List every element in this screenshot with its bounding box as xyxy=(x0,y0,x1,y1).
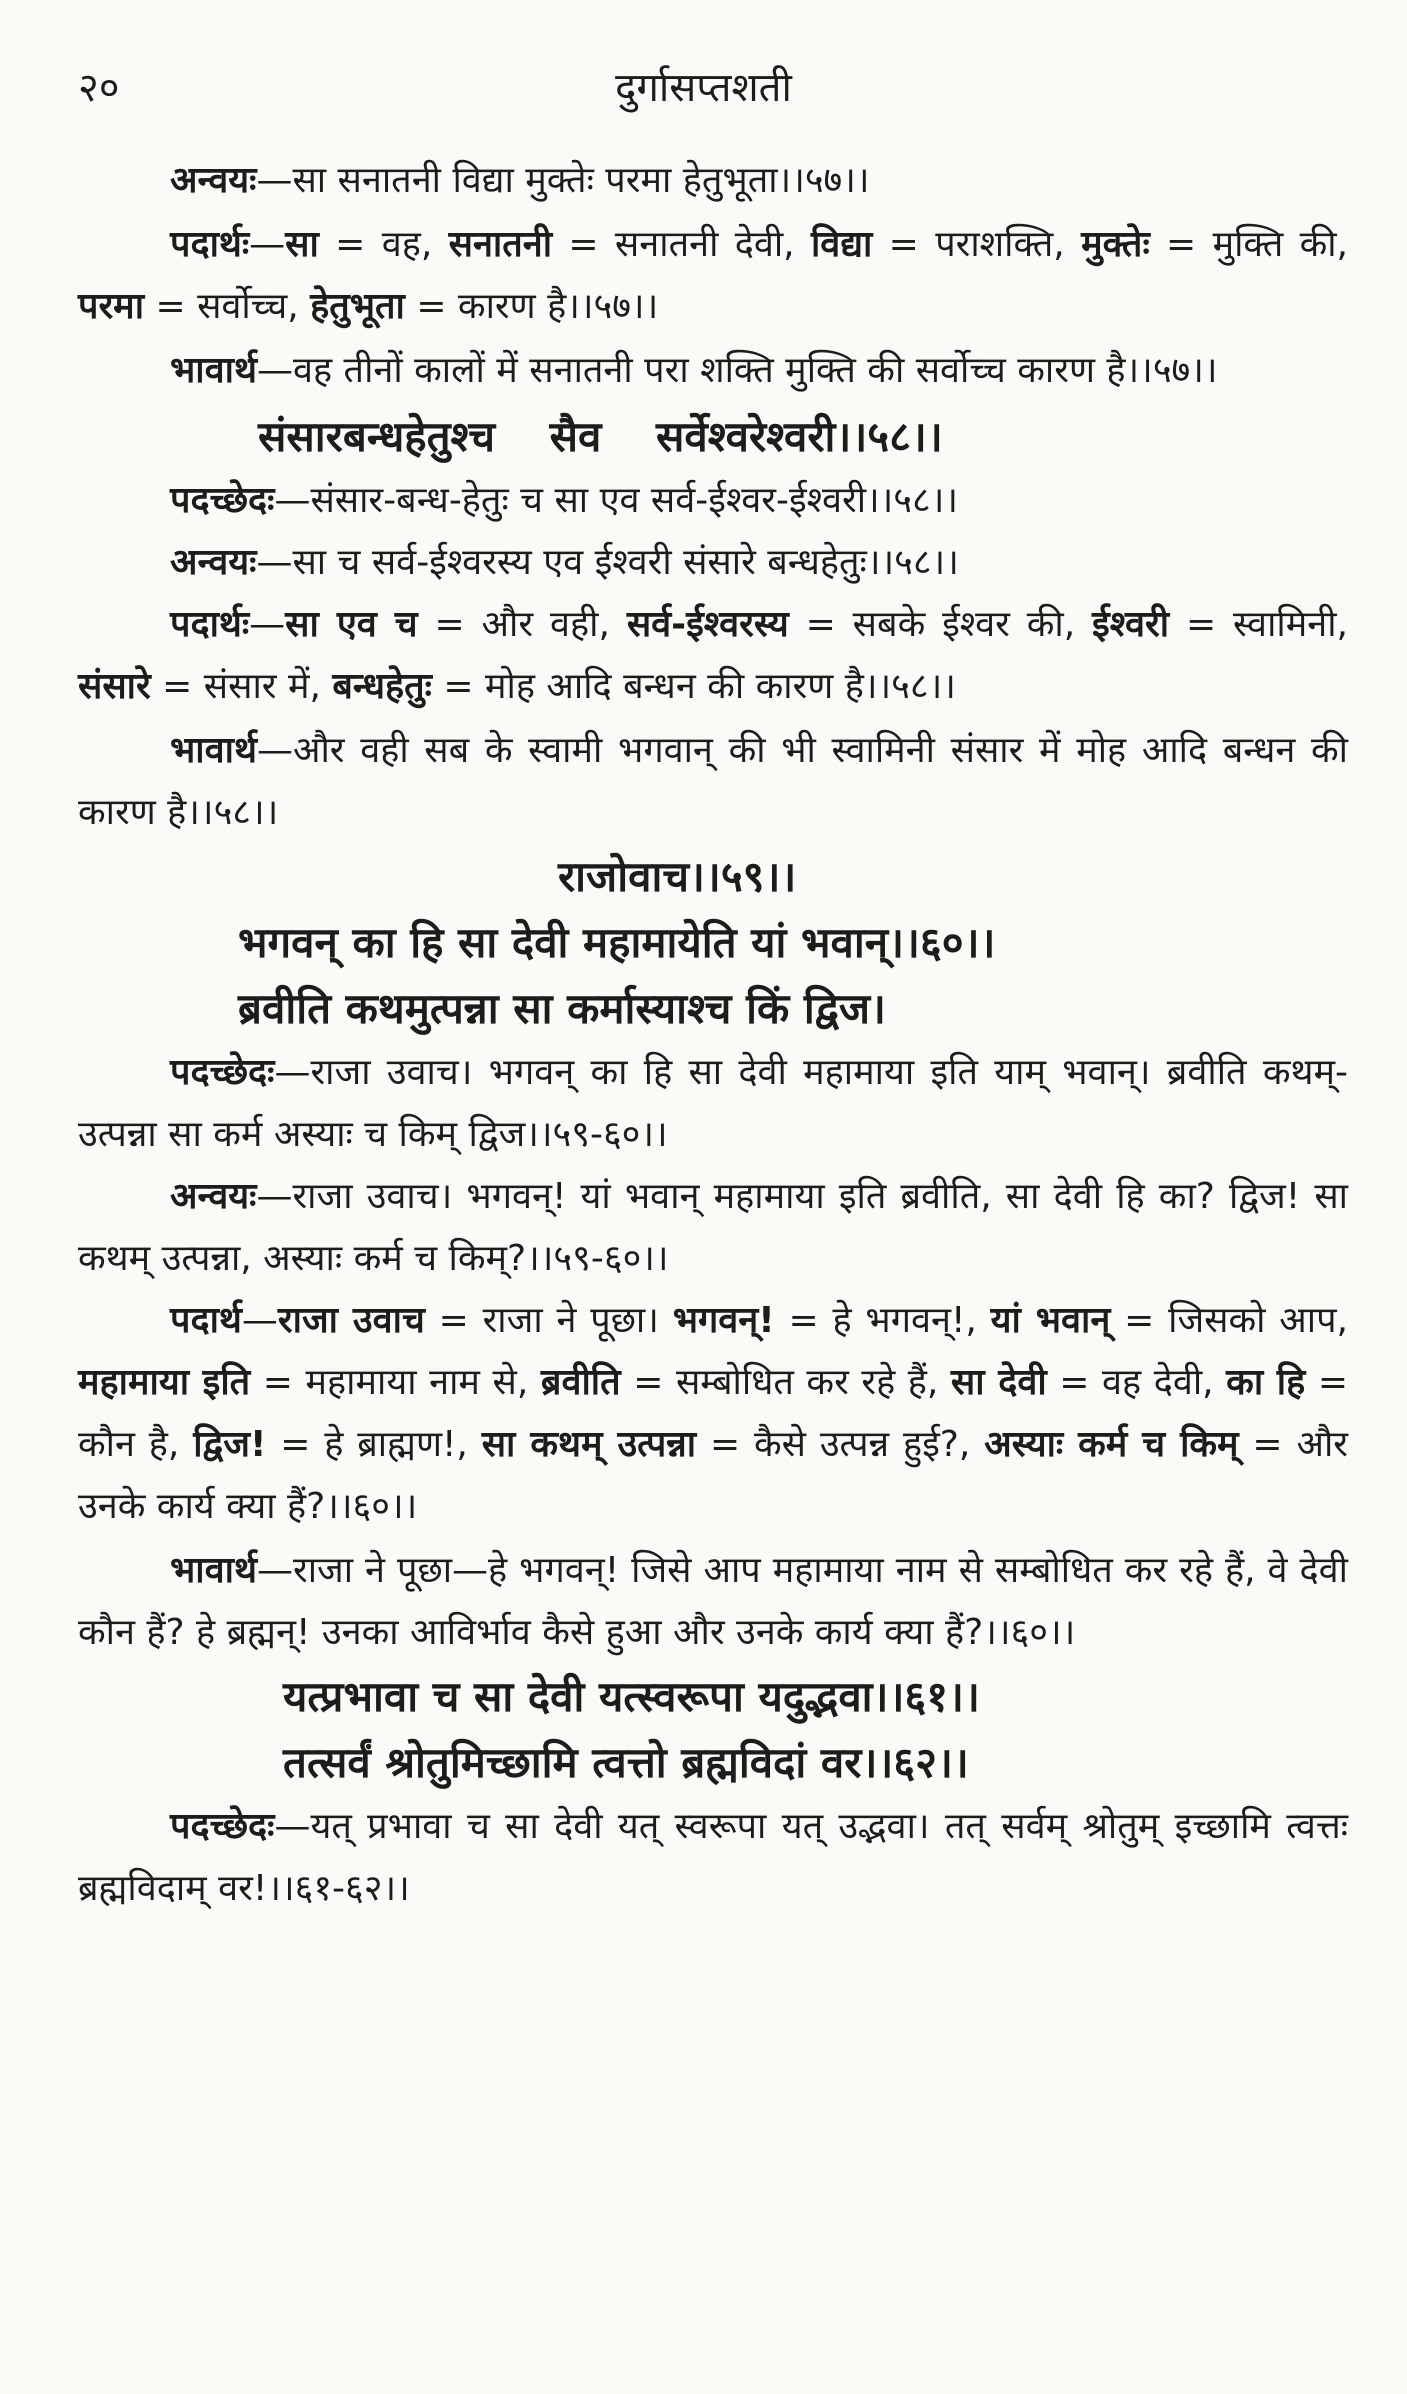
paragraph-text: —राजा उवाच। भगवन् का हि सा देवी महामाया इति याम् भवान्। ब्रवीति कथम्-उत्पन्ना सा कर्म अस्याः च किम् द्विज।।५९-६०।। xyxy=(78,1052,1348,1155)
padarth-60 xyxy=(78,1290,1348,1538)
gloss-text: — xyxy=(249,224,286,265)
gloss-text: — xyxy=(249,604,286,645)
gloss-text: = कैसे उत्पन्न हुई?, xyxy=(696,1424,985,1465)
page-content xyxy=(78,150,1348,1920)
verse-62: तत्सर्वं श्रोतुमिच्छामि त्वत्तो ब्रह्मविदां वर।।६२।। xyxy=(283,1738,969,1787)
gloss-text: = सम्बोधित कर रहे हैं, xyxy=(620,1362,951,1403)
gloss-text: = महामाया नाम से, xyxy=(250,1362,541,1403)
paragraph-text: —राजा उवाच। भगवन्! यां भवान् महामाया इति ब्रवीति, सा देवी हि का? द्विज! सा कथम् उत्पन्ना, अस्याः कर्म च किम्?।।५९-६०।। xyxy=(78,1176,1348,1279)
term: संसारे xyxy=(78,666,151,707)
term: ब्रवीति xyxy=(540,1362,621,1403)
paragraph-text: —सा च सर्व-ईश्वरस्य एव ईश्वरी संसारे बन्धहेतुः।।५८।। xyxy=(256,542,959,583)
term: यां भवान् xyxy=(990,1300,1111,1341)
term: हेतुभूता xyxy=(310,286,405,327)
gloss-text: = हे ब्राह्मण!, xyxy=(266,1424,482,1465)
section-label: पदार्थः xyxy=(170,604,250,645)
gloss-text: = सबके ईश्वर की, xyxy=(788,604,1093,645)
gloss-text: = मुक्ति की, xyxy=(1149,224,1348,265)
gloss-text: = सनातनी देवी, xyxy=(552,224,811,265)
gloss-text: = वह देवी, xyxy=(1046,1362,1227,1403)
term: ईश्वरी xyxy=(1092,604,1170,645)
section-label: पदार्थ xyxy=(170,1300,242,1341)
gloss-text: = संसार में, xyxy=(150,666,333,707)
verse-60-line-1: भगवन् का हि सा देवी महामायेति यां भवान्।।६०।। xyxy=(238,918,996,967)
section-label: भावार्थ xyxy=(170,350,257,391)
gloss-text: = पराशक्ति, xyxy=(872,224,1082,265)
term: सा देवी xyxy=(950,1362,1047,1403)
term: का हि xyxy=(1226,1362,1306,1403)
paragraph-text: —सा सनातनी विद्या मुक्तेः परमा हेतुभूता।।५७।। xyxy=(256,160,870,201)
term: भगवन्! xyxy=(672,1300,775,1341)
anvaya-57 xyxy=(78,150,1348,212)
gloss-text: = सर्वोच्च, xyxy=(144,286,311,327)
paragraph-text: —संसार-बन्ध-हेतुः च सा एव सर्व-ईश्वर-ईश्वरी।।५८।। xyxy=(274,480,959,521)
term: परमा xyxy=(78,286,145,327)
section-label: पदच्छेदः xyxy=(170,1806,275,1847)
gloss-text: = जिसको आप, xyxy=(1110,1300,1348,1341)
padchhed-59-60 xyxy=(78,1042,1348,1166)
paragraph-text: —यत् प्रभावा च सा देवी यत् स्वरूपा यत् उद्भवा। तत् सर्वम् श्रोतुम् इच्छामि त्वत्तः ब्रह्मविदाम् वर!।।६१-६२।। xyxy=(78,1806,1348,1909)
term: सनातनी xyxy=(448,224,553,265)
bhavarth-57 xyxy=(78,340,1348,402)
section-label: पदच्छेदः xyxy=(170,1052,275,1093)
term: सर्व-ईश्वरस्य xyxy=(626,604,789,645)
section-label: अन्वयः xyxy=(170,542,257,583)
padarth-57 xyxy=(78,214,1348,338)
term: राजा उवाच xyxy=(277,1300,425,1341)
term: सा एव च xyxy=(285,604,418,645)
page-header xyxy=(0,58,1407,118)
section-label: पदच्छेदः xyxy=(170,480,275,521)
padarth-58 xyxy=(78,594,1348,718)
term: मुक्तेः xyxy=(1081,224,1150,265)
gloss-text: = और वही, xyxy=(417,604,627,645)
term: विद्या xyxy=(810,224,873,265)
term: अस्याः कर्म च किम् xyxy=(984,1424,1239,1465)
gloss-text: = स्वामिनी, xyxy=(1169,604,1348,645)
verse-59: राजोवाच।।५९।। xyxy=(558,852,797,901)
gloss-text: = कारण है।।५७।। xyxy=(404,286,659,327)
section-label: भावार्थ xyxy=(170,1550,257,1591)
verse-58: संसारबन्धहेतुश्च सैव सर्वेश्वरेश्वरी।।५८।। xyxy=(258,412,943,461)
paragraph-text: —राजा ने पूछा—हे भगवन्! जिसे आप महामाया नाम से सम्बोधित कर रहे हैं, वे देवी कौन हैं? हे ब्रह्मन्! उनका आविर्भाव कैसे हुआ और उनके कार्य क्या हैं?।।६०।। xyxy=(78,1550,1348,1653)
anvaya-58 xyxy=(78,532,1348,594)
section-label: अन्वयः xyxy=(170,160,257,201)
gloss-text: = हे भगवन्!, xyxy=(774,1300,991,1341)
term: महामाया इति xyxy=(78,1362,251,1403)
gloss-text: = और उनके कार्य क्या हैं?।।६०।। xyxy=(78,1424,1349,1527)
section-label: भावार्थ xyxy=(170,730,257,771)
term: द्विज! xyxy=(193,1424,267,1465)
term: सा कथम् उत्पन्ना xyxy=(481,1424,697,1465)
term: सा xyxy=(285,224,319,265)
verse-61: यत्प्रभावा च सा देवी यत्स्वरूपा यदुद्भवा।।६१।। xyxy=(283,1672,980,1721)
gloss-text: = कौन है, xyxy=(78,1362,1348,1465)
gloss-text: — xyxy=(241,1300,278,1341)
paragraph-text: —वह तीनों कालों में सनातनी परा शक्ति मुक्ति की सर्वोच्च कारण है।।५७।। xyxy=(256,350,1218,391)
running-title: दुर्गासप्तशती xyxy=(615,65,792,111)
gloss-text: = राजा ने पूछा। xyxy=(424,1300,673,1341)
term: बन्धहेतुः xyxy=(332,666,432,707)
padchhed-58 xyxy=(78,470,1348,532)
verse-60-line-2: ब्रवीति कथमुत्पन्ना सा कर्मास्याश्च किं द्विज। xyxy=(238,984,886,1033)
anvaya-59-60 xyxy=(78,1166,1348,1290)
bhavarth-60 xyxy=(78,1540,1348,1664)
section-label: अन्वयः xyxy=(170,1176,257,1217)
page-number: २० xyxy=(78,65,120,111)
bhavarth-58 xyxy=(78,720,1348,844)
gloss-text: = वह, xyxy=(318,224,449,265)
gloss-text: = मोह आदि बन्धन की कारण है।।५८।। xyxy=(431,666,956,707)
paragraph-text: —और वही सब के स्वामी भगवान् की भी स्वामिनी संसार में मोह आदि बन्धन की कारण है।।५८।। xyxy=(78,730,1348,833)
section-label: पदार्थः xyxy=(170,224,250,265)
padchhed-61-62 xyxy=(78,1796,1348,1920)
